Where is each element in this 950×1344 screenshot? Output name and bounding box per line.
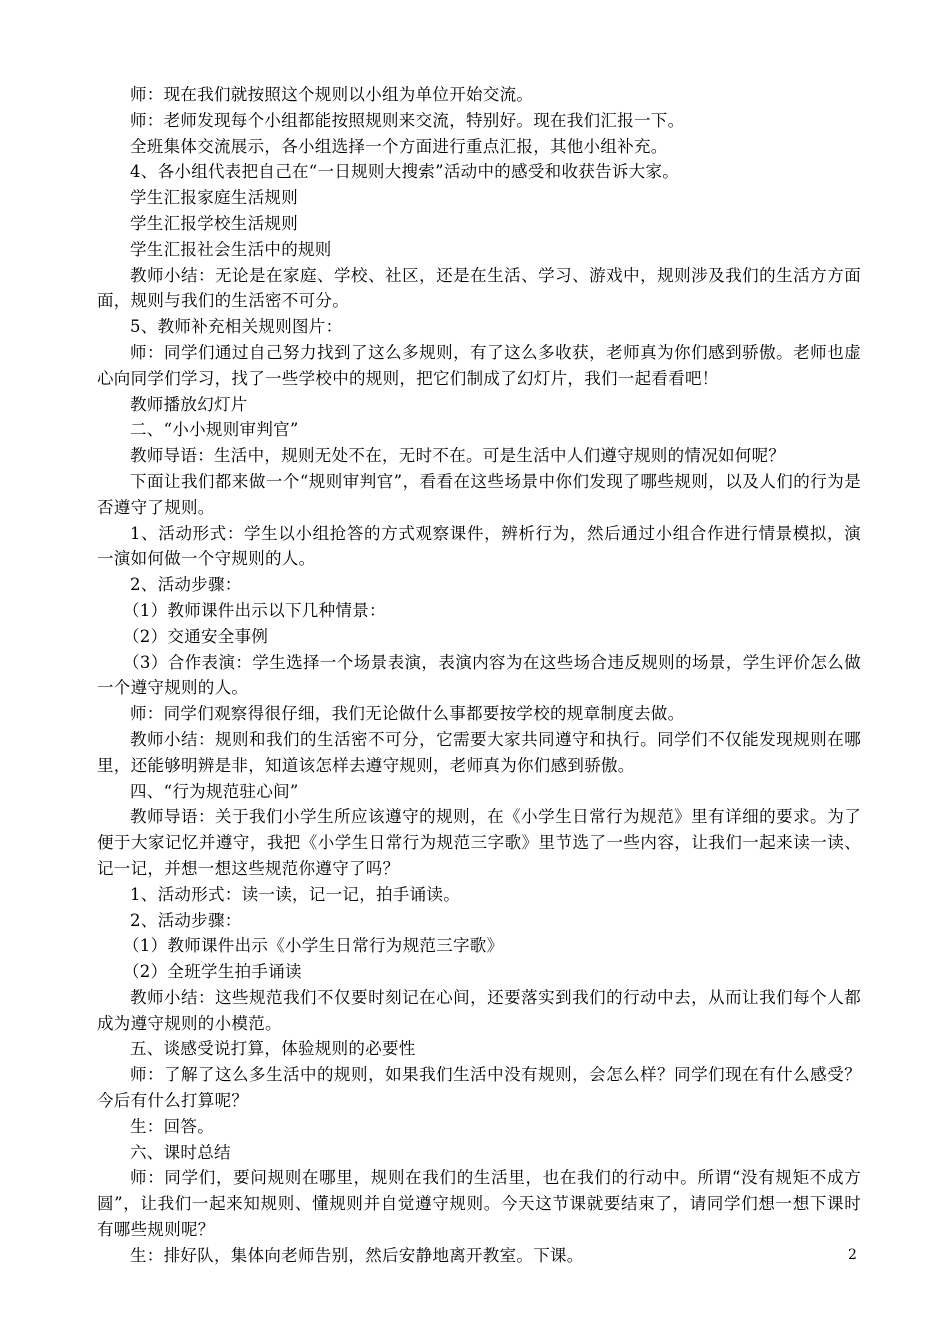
paragraph: 1、活动形式：学生以小组抢答的方式观察课件，辨析行为，然后通过小组合作进行情景模拟，演一演如何做一个守规则的人。 [97, 523, 861, 569]
paragraph: 全班集体交流展示，各小组选择一个方面进行重点汇报，其他小组补充。 [130, 136, 668, 156]
paragraph: 5、教师补充相关规则图片： [130, 317, 343, 337]
paragraph: 二、“小小规则审判官” [130, 420, 299, 440]
paragraph: 教师导语：关于我们小学生所应该遵守的规则，在《小学生日常行为规范》里有详细的要求。为了便于大家记忆并遵守，我把《小学生日常行为规范三字歌》里节选了一些内容，让我们一起来读一读、记一记，并想一想这些规范你遵守了吗？ [97, 807, 861, 878]
paragraph: 四、“行为规范驻心间” [130, 781, 299, 801]
paragraph: 师：老师发现每个小组都能按照规则来交流，特别好。现在我们汇报一下。 [130, 110, 685, 130]
paragraph: 师：同学们观察得很仔细，我们无论做什么事都要按学校的规章制度去做。 [130, 704, 685, 724]
paragraph: 2、活动步骤： [130, 910, 242, 930]
paragraph: （2）全班学生拍手诵读 [123, 962, 302, 982]
page-number: 2 [848, 1247, 857, 1263]
paragraph: 教师播放幻灯片 [130, 394, 248, 414]
paragraph: 2、活动步骤： [130, 575, 242, 595]
paragraph: 师：同学们通过自己努力找到了这么多规则，有了这么多收获，老师真为你们感到骄傲。老师也虚心向同学们学习，找了一些学校中的规则，把它们制成了幻灯片，我们一起看看吧！ [97, 342, 861, 388]
paragraph: 五、谈感受说打算，体验规则的必要性 [130, 1039, 416, 1059]
paragraph: 教师导语：生活中，规则无处不在，无时不在。可是生活中人们遵守规则的情况如何呢？ [130, 446, 786, 466]
paragraph: 六、课时总结 [130, 1142, 231, 1162]
paragraph: 教师小结：规则和我们的生活密不可分，它需要大家共同遵守和执行。同学们不仅能发现规则在哪里，还能够明辨是非，知道该怎样去遵守规则，老师真为你们感到骄傲。 [97, 729, 861, 775]
paragraph: 教师小结：这些规范我们不仅要时刻记在心间，还要落实到我们的行动中去，从而让我们每个人都成为遵守规则的小模范。 [97, 987, 861, 1033]
paragraph: 生：回答。 [130, 1116, 214, 1136]
paragraph: 4、各小组代表把自己在“一日规则大搜索”活动中的感受和收获告诉大家。 [130, 162, 680, 182]
paragraph: 师：了解了这么多生活中的规则，如果我们生活中没有规则，会怎么样？同学们现在有什么感受？今后有什么打算呢？ [97, 1065, 861, 1111]
paragraph: 学生汇报家庭生活规则 [130, 188, 298, 208]
paragraph: 师：同学们，要问规则在哪里，规则在我们的生活里，也在我们的行动中。所谓“没有规矩不成方圆”，让我们一起来知规则、懂规则并自觉遵守规则。今天这节课就要结束了，请同学们想一想下课时有哪些规则呢？ [97, 1168, 861, 1240]
paragraph: （1）教师课件出示《小学生日常行为规范三字歌》 [123, 936, 504, 956]
paragraph: （2）交通安全事例 [123, 626, 269, 646]
paragraph: 学生汇报学校生活规则 [130, 213, 298, 233]
paragraph: 生：排好队，集体向老师告别，然后安静地离开教室。下课。 [130, 1245, 584, 1265]
document-body [97, 82, 861, 1269]
paragraph: 教师小结：无论是在家庭、学校、社区，还是在生活、学习、游戏中，规则涉及我们的生活方方面面，规则与我们的生活密不可分。 [97, 265, 861, 311]
paragraph: 学生汇报社会生活中的规则 [130, 239, 332, 259]
paragraph: 师：现在我们就按照这个规则以小组为单位开始交流。 [130, 85, 534, 104]
paragraph: （1）教师课件出示以下几种情景： [123, 600, 386, 620]
paragraph: 下面让我们都来做一个“规则审判官”，看看在这些场景中你们发现了哪些规则，以及人们的行为是否遵守了规则。 [97, 471, 861, 517]
paragraph: 1、活动形式：读一读，记一记，拍手诵读。 [130, 884, 460, 904]
paragraph: （3）合作表演：学生选择一个场景表演，表演内容为在这些场合违反规则的场景，学生评价怎么做一个遵守规则的人。 [97, 652, 861, 698]
